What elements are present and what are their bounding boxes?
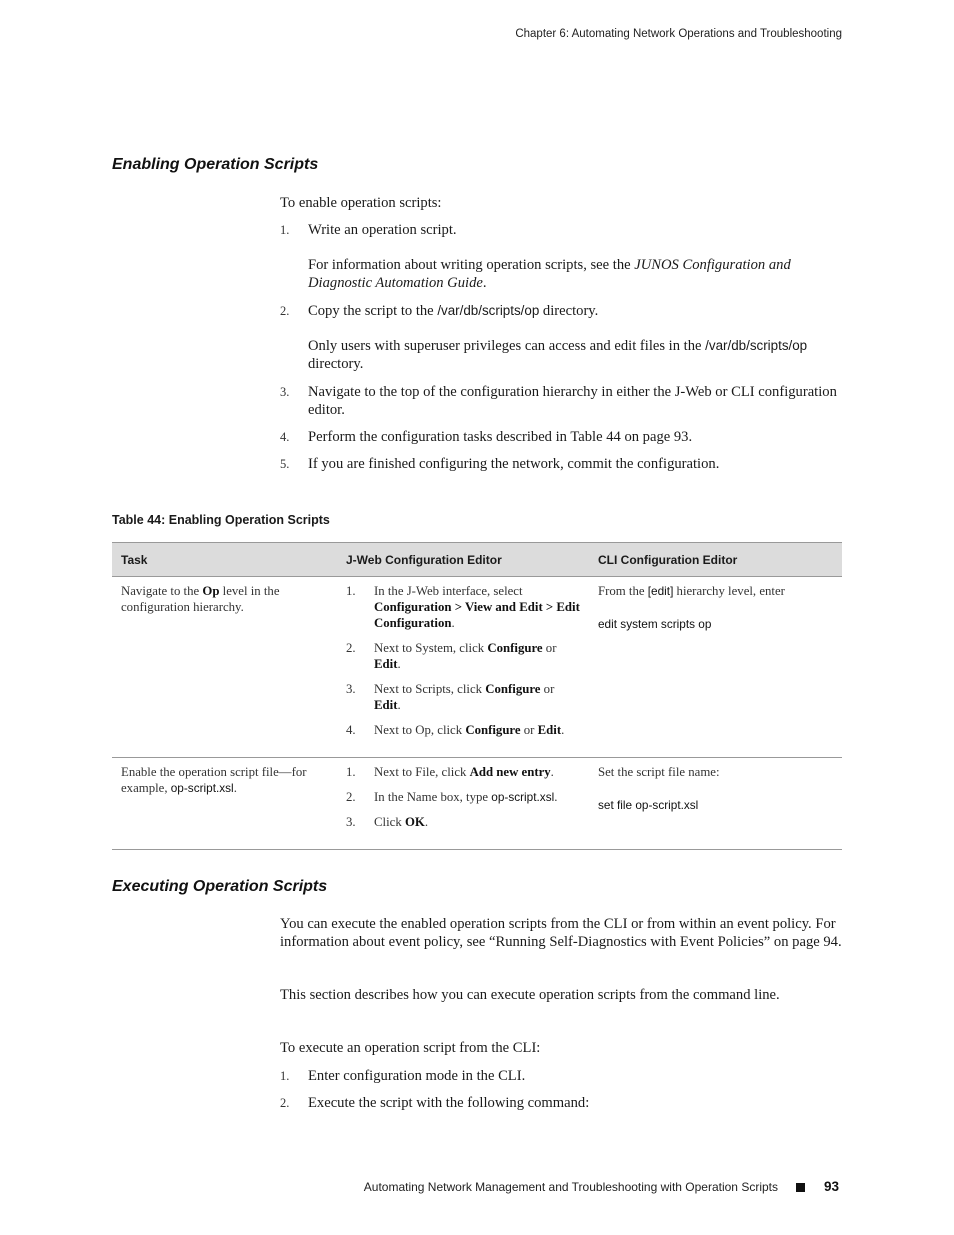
list-number: 5. (280, 457, 290, 471)
page-number: 93 (824, 1179, 840, 1194)
running-footer: Automating Network Management and Troubleshooting with Operation Scripts (363, 1180, 778, 1194)
list-item (280, 302, 842, 320)
cli-command: set file op-script.xsl (598, 798, 699, 812)
list-item (280, 455, 842, 473)
cli-cell (589, 577, 842, 758)
step2-note: Only users with superuser privileges can access and edit files in the /var/db/scripts/op directory. (308, 338, 808, 372)
table-header-row (112, 543, 842, 577)
list-item: 1. Next to File, click Add new entry. (346, 765, 554, 779)
list-text: Execute the script with the following command: (308, 1095, 590, 1111)
running-header: Chapter 6: Automating Network Operations and Troubleshooting (515, 28, 842, 40)
list-item: 2. In the Name box, type op-script.xsl. (346, 790, 558, 804)
cli-instruction: Set the script file name: (598, 765, 720, 779)
list-number: 2. (280, 304, 290, 318)
table-row (112, 577, 842, 758)
list-text: Perform the configuration tasks described in Table 44 on page 93. (308, 429, 693, 445)
guide-title: JUNOS Configuration and Diagnostic Automation Guide (308, 257, 791, 291)
table-caption: Table 44: Enabling Operation Scripts (112, 513, 330, 527)
list-text: Write an operation script. (308, 222, 457, 238)
list-item (280, 1094, 842, 1112)
list-text: If you are finished configuring the network, commit the configuration. (308, 456, 720, 472)
directory-path: /var/db/scripts/op (705, 338, 808, 353)
list-item: 3. Click OK. (346, 815, 429, 829)
section-title-enabling: Enabling Operation Scripts (112, 156, 319, 173)
list-number: 1. (280, 223, 290, 237)
column-header-task: Task (112, 543, 337, 577)
footer-square-bullet (796, 1183, 805, 1192)
list-item (280, 428, 842, 446)
list-item: 4. Next to Op, click Configure or Edit. (346, 723, 565, 737)
task-cell: Enable the operation script file—for example, op-script.xsl. (112, 758, 337, 850)
list-number: 3. (280, 385, 290, 399)
list-item: 2. Next to System, click Configure or Edit. (346, 641, 557, 671)
list-number: 4. (280, 430, 290, 444)
column-header-jweb: J-Web Configuration Editor (337, 543, 589, 577)
intro-text: To enable operation scripts: (280, 195, 442, 211)
jweb-steps (346, 583, 580, 738)
jweb-cell (337, 758, 589, 850)
config-table (112, 542, 842, 850)
jweb-cell (337, 577, 589, 758)
cli-command: edit system scripts op (598, 617, 712, 631)
list-number: 1. (280, 1069, 290, 1083)
paragraph: To execute an operation script from the CLI: (280, 1040, 541, 1056)
jweb-steps (346, 764, 580, 830)
task-cell: Navigate to the Op level in the configuration hierarchy. (112, 577, 337, 758)
list-item: 3. Next to Scripts, click Configure or Edit. (346, 682, 555, 712)
directory-path: /var/db/scripts/op (437, 303, 540, 318)
menu-path: Configuration > View and Edit > Edit Configuration (374, 600, 580, 630)
list-item (280, 383, 842, 419)
list-text: Copy the script to the /var/db/scripts/op directory. (308, 303, 599, 319)
hierarchy-level: [edit] (647, 584, 674, 598)
column-header-cli: CLI Configuration Editor (589, 543, 842, 577)
paragraph: You can execute the enabled operation scripts from the CLI or from within an event policy. For information about event policy, see “Running Self-Diagnostics with Event Policies” on page 94. (280, 916, 842, 950)
file-name: op-script.xsl (491, 790, 555, 804)
file-name: op-script.xsl (170, 781, 234, 795)
cli-cell (589, 758, 842, 850)
cli-instruction: From the [edit] hierarchy level, enter (598, 584, 785, 598)
table-row (112, 758, 842, 850)
list-item (280, 1067, 842, 1085)
list-number: 2. (280, 1096, 290, 1110)
step1-note: For information about writing operation scripts, see the JUNOS Configuration and Diagnostic Automation Guide. (308, 257, 791, 291)
section-title-executing: Executing Operation Scripts (112, 878, 328, 895)
list-item (280, 221, 842, 239)
list-text: Navigate to the top of the configuration hierarchy in either the J-Web or CLI configuration editor. (308, 384, 837, 418)
list-item: 1. In the J-Web interface, select Configuration > View and Edit > Edit Configuration. (346, 584, 580, 630)
list-text: Enter configuration mode in the CLI. (308, 1068, 526, 1084)
paragraph: This section describes how you can execute operation scripts from the command line. (280, 987, 780, 1003)
